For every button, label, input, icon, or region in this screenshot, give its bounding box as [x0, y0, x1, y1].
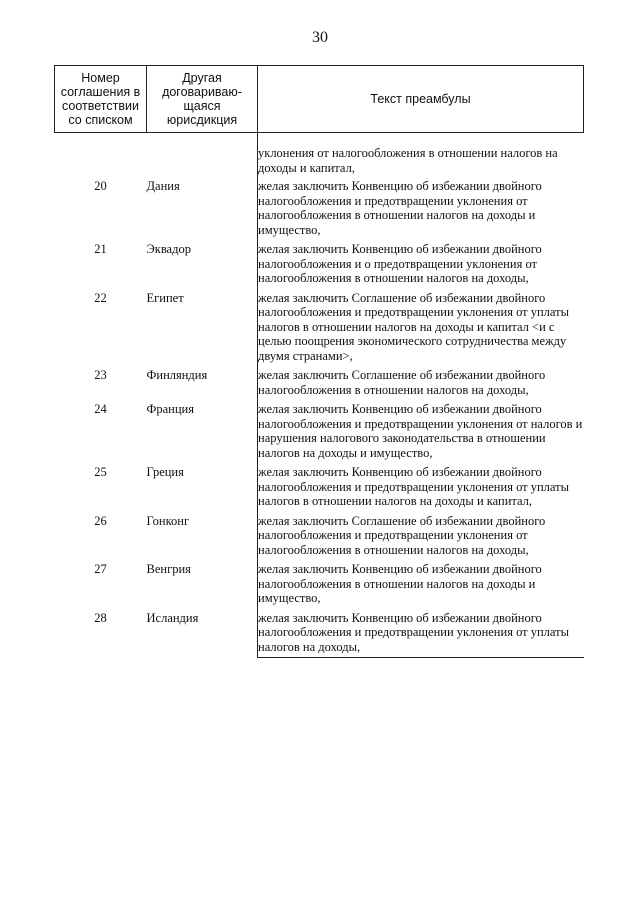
preamble-text: желая заключить Соглашение об избежании двойного налогообложения и предотвращении уклонения от уплаты налогов в отношении налогов на доходы и капитал <и с целью поощрения экономического сотрудничества между двумя странами>,: [258, 291, 584, 369]
table-row: [55, 465, 584, 514]
table-row: [55, 611, 584, 658]
jurisdiction-name: Гонконг: [146, 513, 190, 528]
page-number: 30: [312, 29, 328, 46]
preamble-text: желая заключить Конвенцию об избежании двойного налогообложения и предотвращении уклонения от уплаты налогов в отношении налогов на доходы и капитал,: [258, 465, 584, 514]
agreement-number: 27: [94, 562, 107, 576]
preamble-text: желая заключить Конвенцию об избежании двойного налогообложения и предотвращении уклонения от налогов и нарушения налогового законодательства в отношении налогов на доходы и имущество,: [258, 402, 584, 465]
preamble-text: уклонения от налогообложения в отношении налогов на доходы и капитал,: [258, 133, 584, 180]
header-preamble-text: Текст преамбулы: [258, 66, 584, 133]
header-agreement-number: Номер соглашения в соответствии со списком: [55, 66, 147, 133]
agreement-number: 25: [94, 465, 107, 479]
jurisdiction-name: Греция: [146, 465, 184, 479]
table-header: [55, 66, 584, 133]
jurisdiction-name: Эквадор: [146, 242, 191, 256]
agreement-number: 24: [94, 402, 107, 416]
table-row: [55, 291, 584, 369]
agreement-number: 23: [94, 368, 107, 382]
header-other-jurisdiction: Другая договариваю-щаяся юрисдикция: [147, 66, 258, 133]
table-body: [55, 133, 584, 658]
preamble-text: желая заключить Конвенцию об избежании двойного налогообложения и о предотвращении уклонения от налогообложения в отношении налогов на доходы,: [258, 242, 584, 291]
preamble-text: желая заключить Конвенцию об избежании двойного налогообложения и предотвращении уклонения от налогообложения в отношении налогов на доходы и имущество,: [258, 179, 584, 242]
agreement-number: 22: [94, 290, 107, 305]
preamble-table: [54, 65, 584, 658]
table-row: [55, 368, 584, 402]
table-row: [55, 562, 584, 611]
preamble-text: желая заключить Конвенцию об избежании двойного налогообложения и предотвращении уклонения от уплаты налогов на доходы,: [258, 611, 584, 658]
agreement-number: 28: [94, 610, 107, 625]
jurisdiction-name: Франция: [146, 402, 194, 416]
table-row-continuation: [55, 133, 584, 180]
preamble-text: желая заключить Соглашение об избежании двойного налогообложения в отношении налогов на доходы,: [258, 368, 584, 402]
jurisdiction-name: Финляндия: [146, 368, 208, 382]
jurisdiction-name: Исландия: [146, 610, 199, 625]
agreement-number: 21: [94, 242, 107, 256]
jurisdiction-name: Египет: [146, 290, 184, 305]
preamble-text: желая заключить Соглашение об избежании двойного налогообложения и предотвращении уклонения от налогообложения в отношении налогов на доходы,: [258, 514, 584, 563]
table-row: [55, 242, 584, 291]
jurisdiction-name: Дания: [146, 179, 180, 193]
table-row: [55, 179, 584, 242]
preamble-text: желая заключить Конвенцию об избежании двойного налогообложения в отношении налогов на доходы и имущество,: [258, 562, 584, 611]
agreement-number: 20: [94, 179, 107, 193]
table-row: [55, 514, 584, 563]
table-row: [55, 402, 584, 465]
agreement-number: 26: [94, 513, 107, 528]
jurisdiction-name: Венгрия: [146, 562, 191, 576]
